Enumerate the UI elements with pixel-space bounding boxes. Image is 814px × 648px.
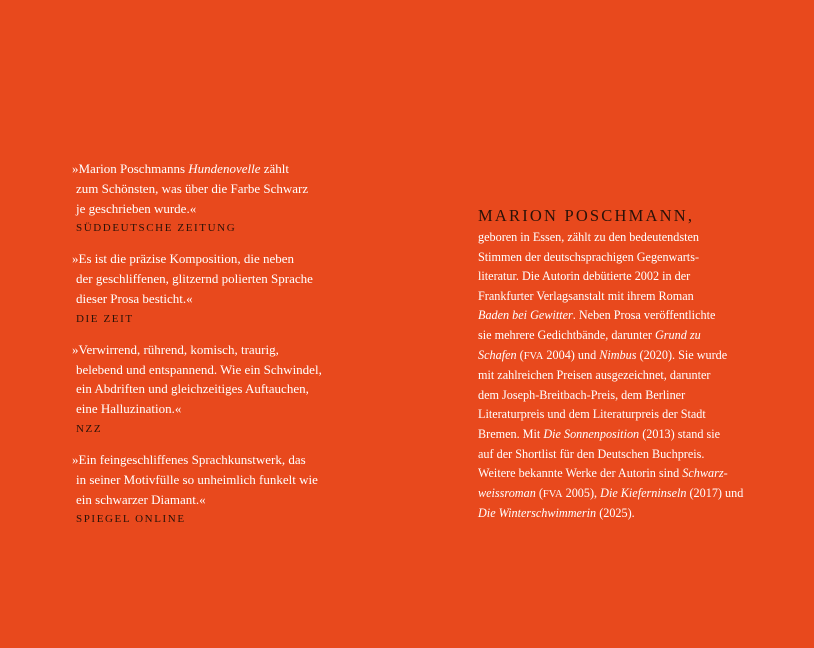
text-run: »Es ist die präzise Komposition, die neben <box>72 251 295 267</box>
text-line <box>478 386 778 406</box>
text-run: je geschrieben wurde.« <box>76 200 197 216</box>
text-run: Literaturpreis und dem Literaturpreis der Stadt <box>478 407 706 422</box>
text-run: ein schwarzer Diamant.« <box>76 491 206 507</box>
press-quote <box>72 340 362 438</box>
text-run: FVA <box>542 488 563 500</box>
text-run: (2017) und <box>686 485 744 500</box>
text-run: ein Abdriften und gleichzeitiges Auftauchen, <box>76 381 309 397</box>
text-run: Bremen. Mit <box>478 426 544 441</box>
text-run: ( <box>535 485 543 500</box>
text-run: 2004) und <box>543 347 600 362</box>
text-run: (2025). <box>596 506 635 521</box>
text-line <box>478 425 778 445</box>
text-line <box>72 289 362 309</box>
text-line <box>72 249 362 269</box>
text-line <box>478 464 778 484</box>
text-line <box>478 287 778 307</box>
text-run: literatur. Die Autorin debütierte 2002 in der <box>478 269 691 284</box>
text-run: dieser Prosa besticht.« <box>76 290 193 306</box>
text-line <box>72 379 362 399</box>
italic-title: weissroman <box>478 485 536 500</box>
press-quote <box>72 450 362 528</box>
text-line <box>478 306 778 326</box>
text-run: mit zahlreichen Preisen ausgezeichnet, darunter <box>478 368 711 383</box>
text-run: Weitere bekannte Werke der Autorin sind <box>478 466 683 481</box>
quote-source: DIE ZEIT <box>76 312 134 325</box>
text-run: »Ein feingeschliffenes Sprachkunstwerk, das <box>72 451 306 467</box>
text-line <box>72 159 362 179</box>
text-line <box>478 326 778 346</box>
italic-title: Hundenovelle <box>188 161 261 176</box>
text-run: Stimmen der deutschsprachigen Gegenwarts- <box>478 249 699 264</box>
text-line <box>72 269 362 289</box>
text-run: »Verwirrend, rührend, komisch, traurig, <box>72 341 279 357</box>
press-quote <box>72 249 362 327</box>
press-quotes <box>72 159 362 540</box>
text-run: eine Halluzination.« <box>76 401 182 417</box>
text-run: in seiner Motivfülle so unheimlich funkelt wie <box>76 471 318 487</box>
quote-text <box>72 159 362 218</box>
text-line <box>478 228 778 248</box>
text-run: dem Joseph-Breitbach-Preis, dem Berliner <box>478 387 686 402</box>
text-run: der geschliffenen, glitzernd polierten Sprache <box>76 271 313 287</box>
italic-title: Die Sonnenposition <box>543 426 640 441</box>
italic-title: Grund zu <box>654 327 701 342</box>
italic-title: Schwarz- <box>682 466 728 481</box>
text-line <box>478 366 778 386</box>
text-line <box>478 484 778 505</box>
text-line <box>72 450 362 470</box>
quote-text <box>72 340 362 419</box>
quote-text <box>72 450 362 509</box>
press-quote <box>72 159 362 237</box>
quote-source: NZZ <box>76 422 103 435</box>
author-bio <box>478 204 778 524</box>
italic-title: Die Winterschwimmerin <box>478 506 597 521</box>
italic-title: Nimbus <box>599 347 637 362</box>
text-line <box>478 405 778 425</box>
bio-text <box>478 228 778 524</box>
text-line <box>478 504 778 524</box>
text-run: FVA <box>523 350 544 362</box>
text-run: ( <box>516 347 524 362</box>
text-line <box>478 267 778 287</box>
text-run: zählt <box>260 161 289 176</box>
text-run: auf der Shortlist für den Deutschen Buchpreis. <box>478 446 705 461</box>
text-run: (2020). Sie wurde <box>636 347 728 362</box>
text-line <box>72 179 362 199</box>
text-line <box>478 346 778 367</box>
text-run: »Marion Poschmanns <box>72 161 189 176</box>
quote-source: SPIEGEL ONLINE <box>76 513 186 526</box>
text-line <box>72 340 362 360</box>
italic-title: Baden bei Gewitter <box>478 308 573 323</box>
text-run: (2013) stand sie <box>639 426 721 441</box>
text-run: . Neben Prosa veröffentlichte <box>572 308 716 323</box>
quote-text <box>72 249 362 308</box>
text-run: geboren in Essen, zählt zu den bedeutendsten <box>478 230 699 244</box>
text-run: Frankfurter Verlagsanstalt mit ihrem Roman <box>478 288 694 303</box>
author-name: MARION POSCHMANN, <box>478 206 695 225</box>
italic-title: Die Kieferninseln <box>600 485 687 500</box>
text-line <box>72 360 362 380</box>
text-line <box>72 490 362 510</box>
quote-source: SÜDDEUTSCHE ZEITUNG <box>76 222 237 235</box>
italic-title: Schafen <box>478 347 517 362</box>
text-run: belebend und entspannend. Wie ein Schwindel, <box>76 361 322 377</box>
text-run: zum Schönsten, was über die Farbe Schwarz <box>76 180 309 196</box>
text-line <box>478 248 778 268</box>
text-line <box>72 470 362 490</box>
text-run: 2005), <box>562 485 601 500</box>
text-line <box>478 445 778 465</box>
text-line <box>72 199 362 219</box>
text-line <box>72 399 362 419</box>
text-run: sie mehrere Gedichtbände, darunter <box>478 327 655 342</box>
